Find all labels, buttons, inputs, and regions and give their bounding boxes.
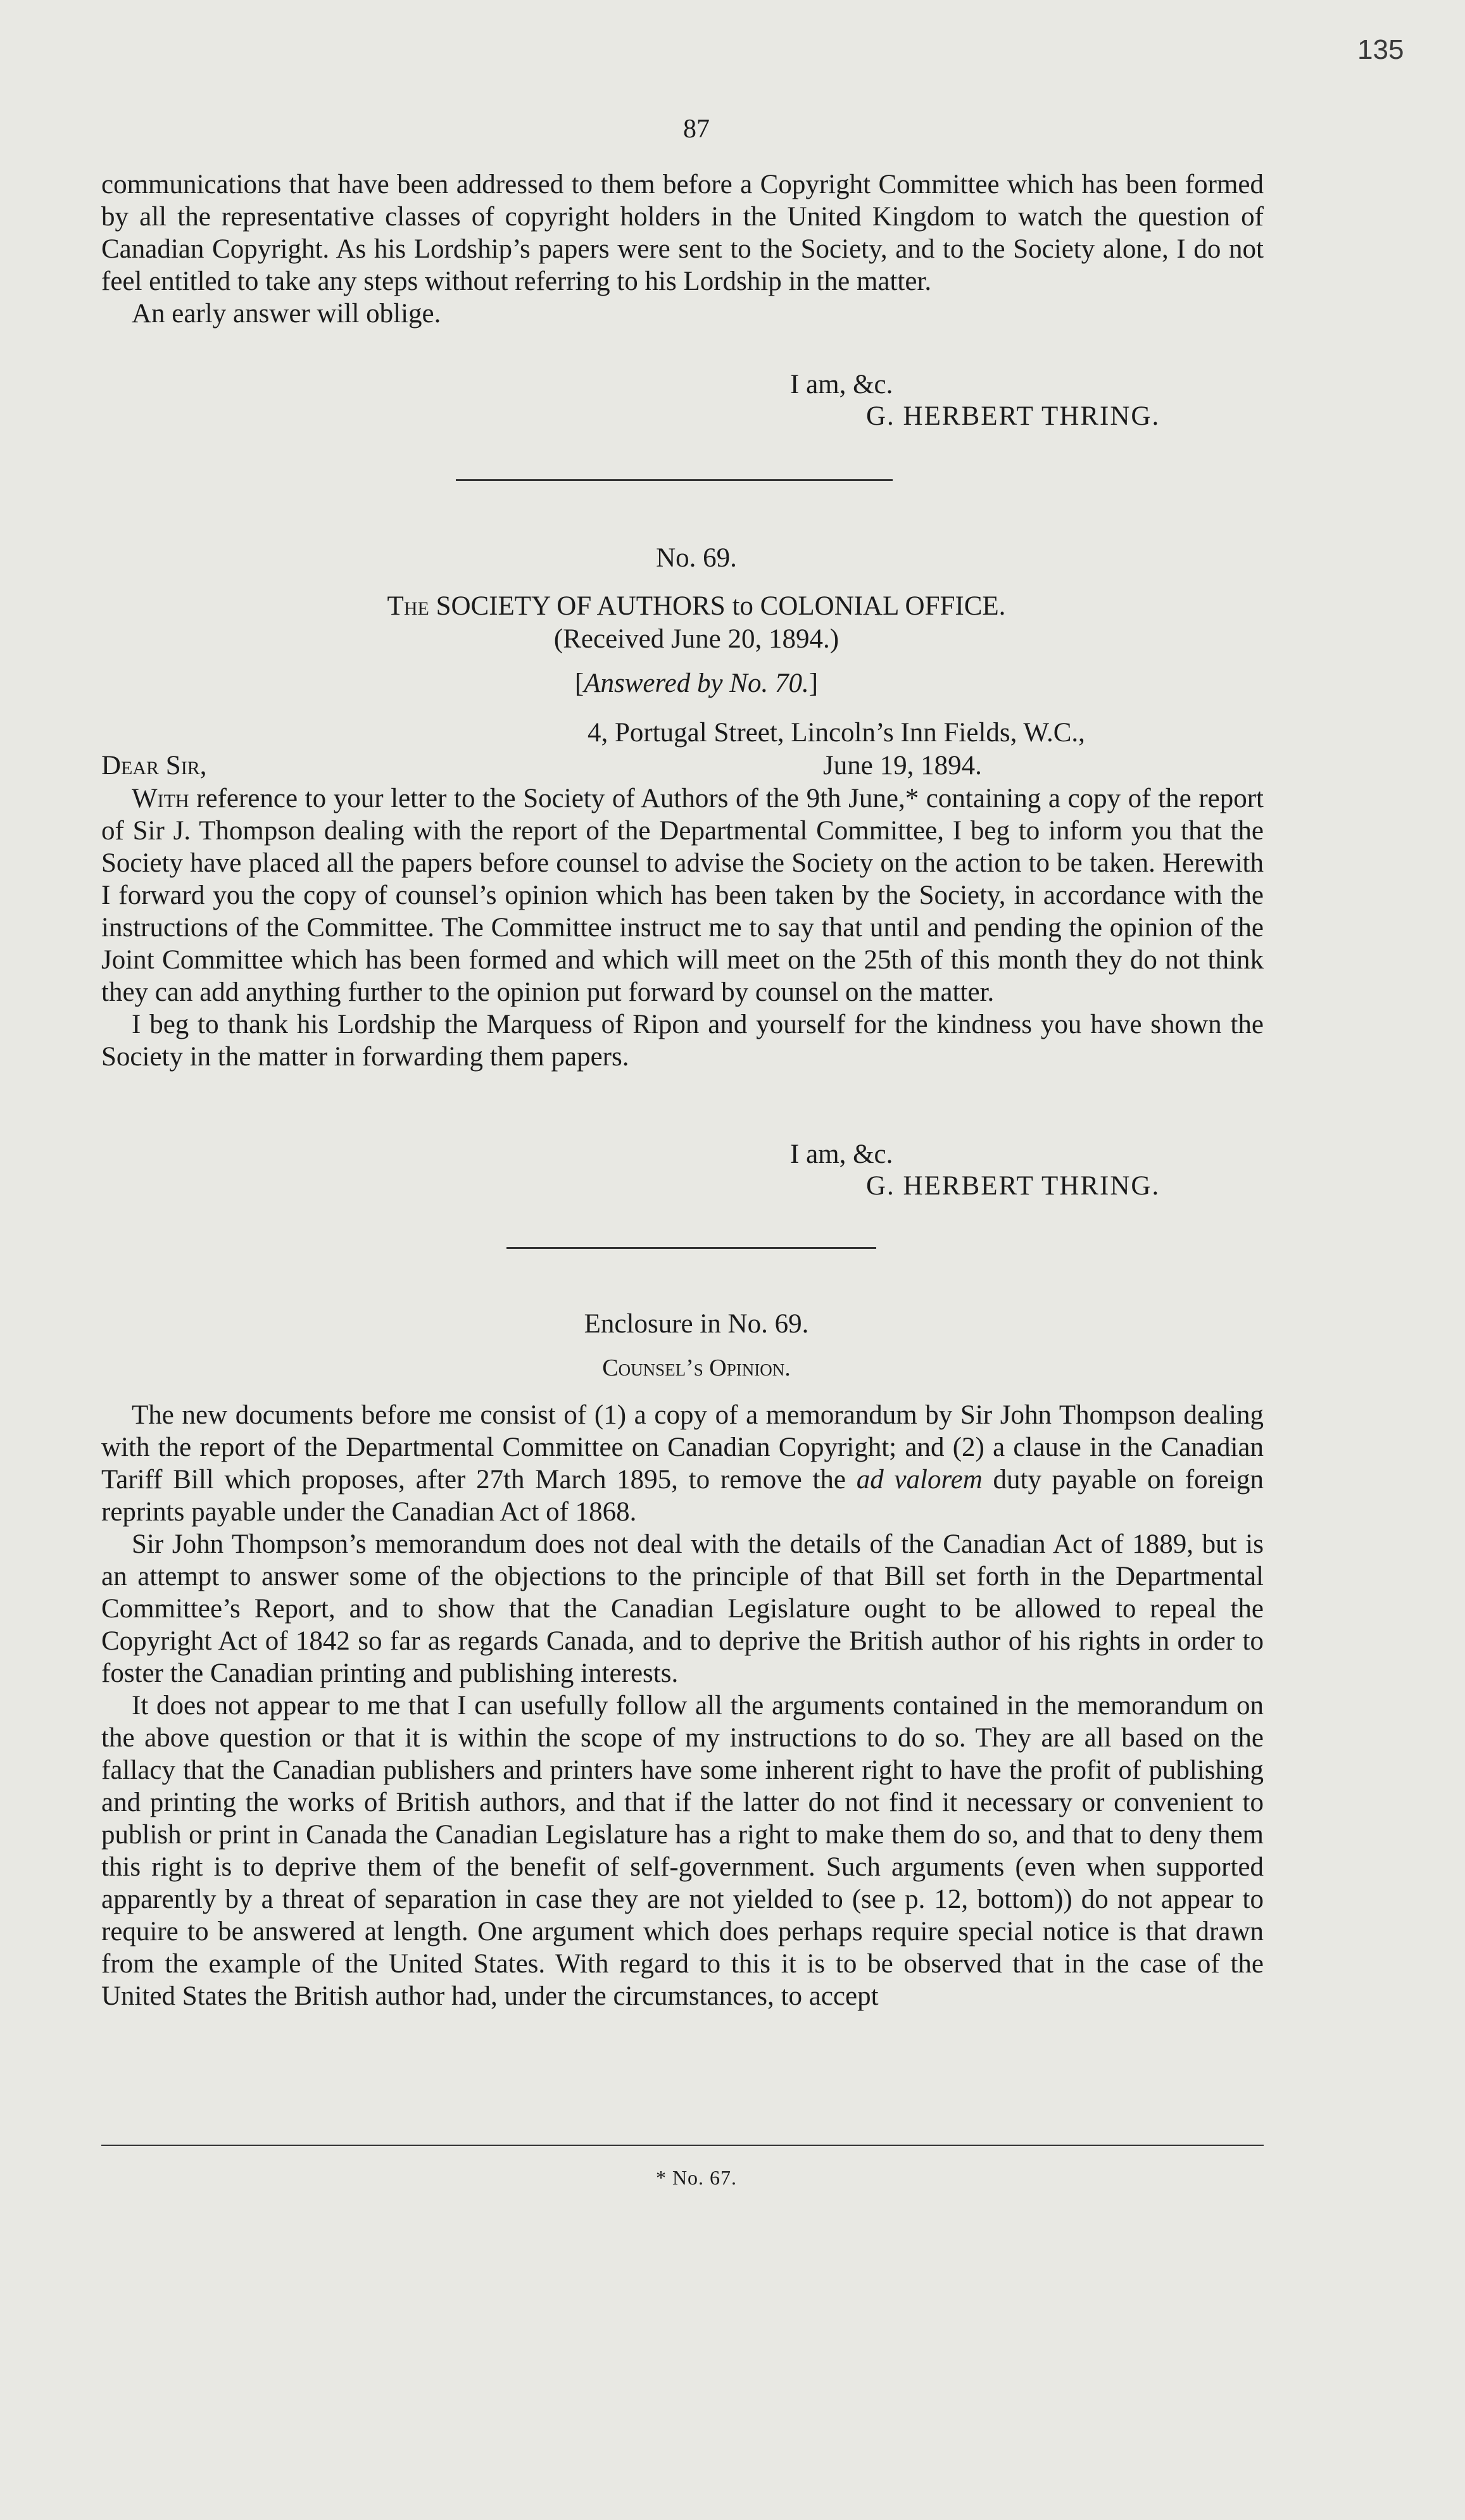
document-heading bbox=[0, 590, 1393, 622]
continued-paragraph: communications that have been addressed to them before a Copyright Committee which has been formed by all the representative classes of copyright holders in the United Kingdom to watch the question of Canadian Copyright. As his Lordship’s papers were sent to the Society, and to the Society alone, I do not feel entitled to take any steps without referring to his Lordship in the matter. bbox=[101, 170, 1264, 296]
salutation: Dear Sir, bbox=[101, 751, 207, 780]
continued-letter bbox=[101, 168, 1264, 330]
heading-rest: SOCIETY OF AUTHORS to COLONIAL OFFICE. bbox=[429, 591, 1006, 621]
footnote-rule bbox=[101, 2145, 1264, 2146]
closing: I am, &c. bbox=[790, 370, 893, 399]
letter-body bbox=[101, 782, 1264, 1073]
enclosure-body bbox=[101, 1399, 1264, 2012]
enclosure-paragraph: Sir John Thompson’s memorandum does not deal with the details of the Canadian Act of 1889, but is an attempt to answer some of the objections to the principle of that Bill set forth in the Departmental Committee’s Report, and to show that the Canadian Legislature ought to be allowed to repeal the Copyright Act of 1842 so far as regards Canada, and to deprive the British author of his rights in order to foster the Canadian printing and publishing interests. bbox=[101, 1529, 1264, 1688]
section-divider bbox=[506, 1247, 876, 1249]
footnote: * No. 67. bbox=[655, 2166, 738, 2189]
letter-date: June 19, 1894. bbox=[823, 751, 982, 780]
answered-text: Answered by No. 70. bbox=[584, 668, 809, 698]
letter-paragraph: With reference to your letter to the Society of Authors of the 9th June,* containing a copy of the report of Sir J. Thompson dealing with the report of the Departmental Committee, I beg to inform you that the Society have placed all the papers before counsel to advise the Society on the action to be taken. Herewith I forward you the copy of counsel’s opinion which has been taken by the Society, in accordance with the instructions of the Committee. The Committee instruct me to say that until and pending the opinion of the Joint Committee which has been formed and which will meet on the 25th of this month they do not think they can add anything further to the opinion put forward by counsel on the matter. bbox=[101, 784, 1264, 1007]
page-number: 87 bbox=[683, 115, 710, 144]
enclosure-title: Enclosure in No. 69. bbox=[584, 1309, 809, 1339]
sender-address: 4, Portugal Street, Lincoln’s Inn Fields, W.C., bbox=[588, 718, 1085, 748]
enclosure-subtitle: Counsel’s Opinion. bbox=[602, 1355, 791, 1381]
continued-paragraph: An early answer will oblige. bbox=[132, 299, 441, 329]
document-number: No. 69. bbox=[656, 543, 737, 573]
closing: I am, &c. bbox=[790, 1139, 893, 1169]
enclosure-paragraph: It does not appear to me that I can usefully follow all the arguments contained in the memorandum on the above question or that it is within the scope of my instructions to do so. They are all based on the fallacy that the Canadian publishers and printers have some inherent right to have the profit of publishing and printing the works of British authors, and that if the latter do not find it necessary or convenient to publish or print in Canada the Canadian Legislature has a right to make them do so, and that to deny them this right is to deprive them of the benefit of self-government. Such arguments (even when supported apparently by a threat of separation in case they are not yielded to (see p. 12, bottom)) do not appear to require to be answered at length. One argument which does perhaps require special notice is that drawn from the example of the United States. With regard to this it is to be observed that in the case of the United States the British author had, under the circumstances, to accept bbox=[101, 1691, 1264, 2011]
bracket-open: [ bbox=[574, 668, 584, 698]
signature: G. HERBERT THRING. bbox=[866, 1171, 1160, 1201]
heading-the: The bbox=[387, 591, 429, 621]
signature: G. HERBERT THRING. bbox=[866, 401, 1160, 431]
enclosure-paragraph: The new documents before me consist of (1) a copy of a memorandum by Sir John Thompson dealing with the report of the Departmental Committee on Canadian Copyright; and (2) a clause in the Canadian Tariff Bill which proposes, after 27th March 1895, to remove the ad valorem duty payable on foreign reprints payable under the Canadian Act of 1868. bbox=[101, 1400, 1264, 1527]
received-date: (Received June 20, 1894.) bbox=[553, 624, 839, 654]
letter-paragraph: I beg to thank his Lordship the Marquess of Ripon and yourself for the kindness you have shown the Society in the matter in forwarding them papers. bbox=[101, 1010, 1264, 1072]
section-divider bbox=[456, 479, 893, 481]
bracket-close: ] bbox=[808, 668, 819, 698]
answered-by bbox=[0, 667, 1393, 699]
scan-page-number: 135 bbox=[1357, 34, 1404, 65]
